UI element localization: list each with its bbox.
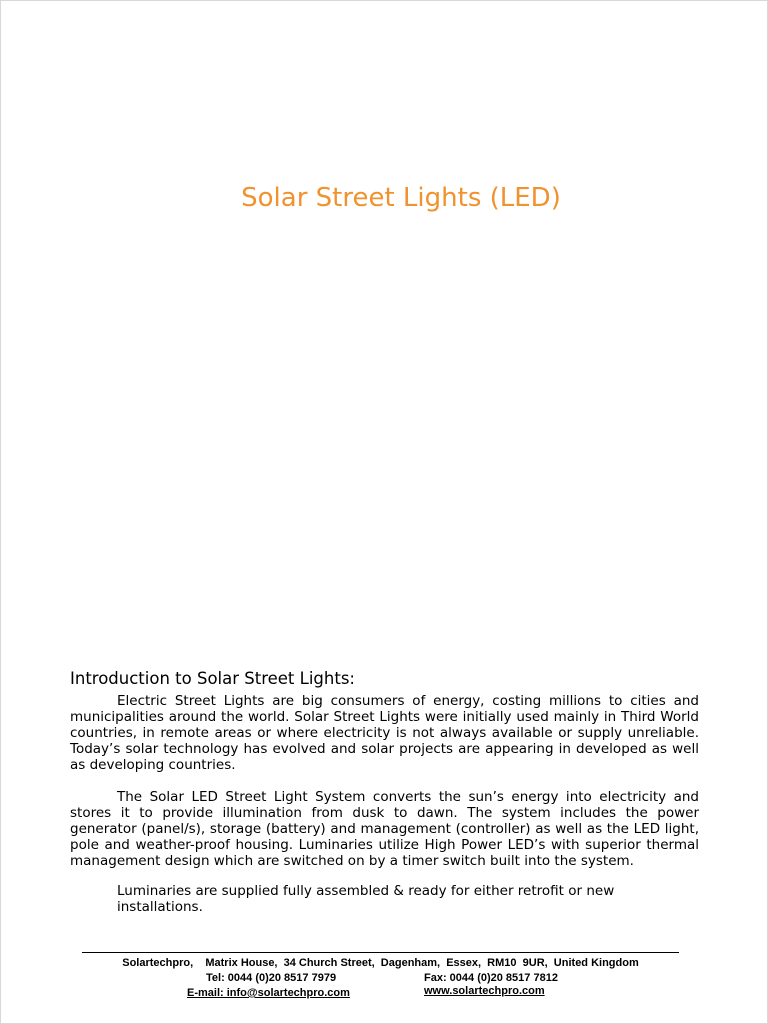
section-heading: Introduction to Solar Street Lights: — [70, 669, 355, 688]
document-title: Solar Street Lights (LED) — [241, 183, 561, 213]
paragraph-2: The Solar LED Street Light System converts the sun’s energy into electricity and stores it to provide illumination from dusk to dawn. The system includes the power generator (panel/s), storage (battery) and management (controller) as well as the LED light, pole and weather-proof housing. Luminaries utilize High Power LED’s with superior thermal management design which are switched on by a timer switch built into the system. — [70, 789, 699, 869]
footer-address: Solartechpro, Matrix House, 34 Church Street, Dagenham, Essex, RM10 9UR, United Kingdom — [122, 957, 639, 969]
footer-telephone: Tel: 0044 (0)20 8517 7979 — [206, 972, 337, 984]
footer-fax: Fax: 0044 (0)20 8517 7812 — [424, 972, 558, 984]
paragraph-1: Electric Street Lights are big consumers of energy, costing millions to cities and municipalities around the world. Solar Street Lights were initially used mainly in Third World countries, in remote areas or where electricity is not always available or supply unreliable. Today’s solar technology has evolved and solar projects are appearing in developed as well as developing countries. — [70, 693, 699, 773]
footer — [82, 956, 679, 1001]
footer-divider — [82, 952, 679, 953]
footer-email-link[interactable]: E-mail: info@solartechpro.com — [187, 987, 350, 999]
footer-phone-row — [82, 971, 679, 986]
intro-section — [70, 668, 699, 915]
footer-contact-row — [82, 986, 679, 1001]
footer-website-link[interactable]: www.solartechpro.com — [424, 985, 545, 997]
paragraph-3: Luminaries are supplied fully assembled & ready for either retrofit or new installations. — [117, 883, 615, 915]
